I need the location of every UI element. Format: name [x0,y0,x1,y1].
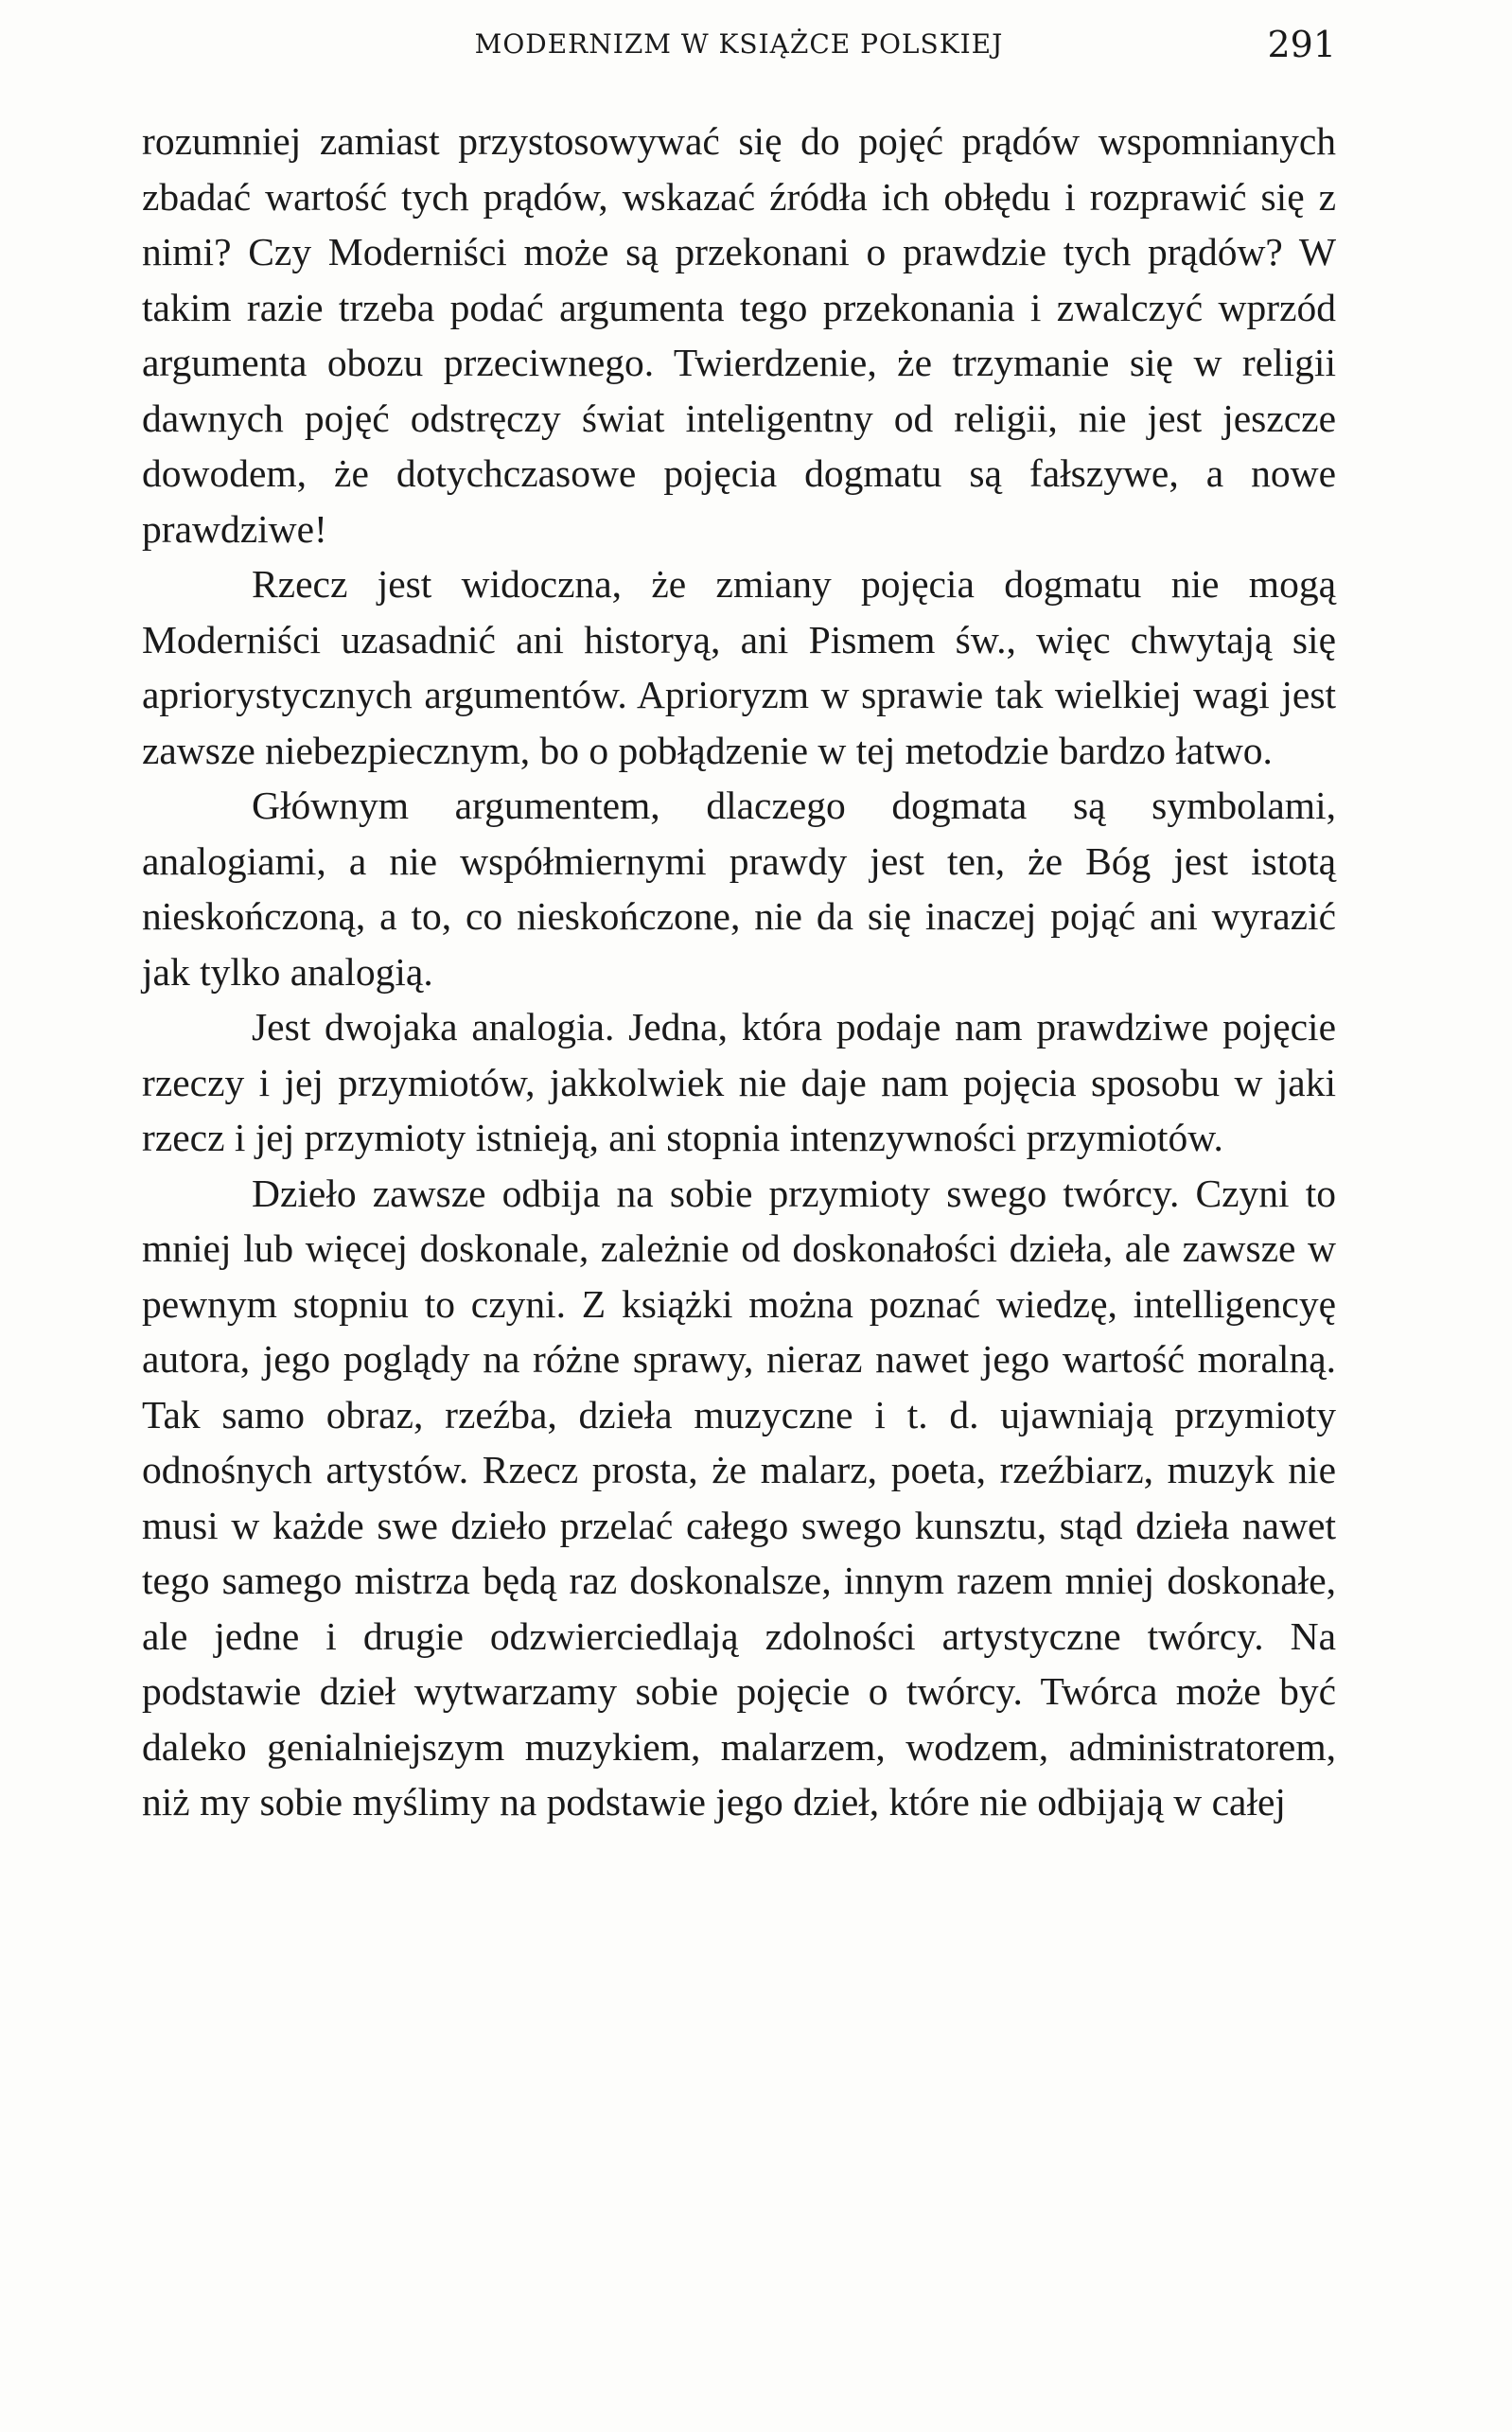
page-number: 291 [1267,24,1336,65]
running-title: MODERNIZM W KSIĄŻCE POLSKIEJ [474,28,1004,60]
paragraph: Rzecz jest widoczna, że zmiany pojęcia dogmatu nie mogą Moderniści uzasadnić ani historyą, ani Pismem św., więc chwytają się apriorystycznych argumentów. Aprioryzm w sprawie tak wielkiej wagi jest zawsze niebezpiecznym, bo o pobłądzenie w tej metodzie bardzo łatwo. [142,562,1336,772]
paragraph: Dzieło zawsze odbija na sobie przymioty swego twórcy. Czyni to mniej lub więcej doskonale, zależnie od doskonałości dzieła, ale zawsze w pewnym stopniu to czyni. Z książki można poznać wiedzę, intelligencyę autora, jego poglądy na różne sprawy, nieraz nawet jego wartość moralną. Tak samo obraz, rzeźba, dzieła muzyczne i t. d. ujawniają przymioty odnośnych artystów. Rzecz prosta, że malarz, poeta, rzeźbiarz, muzyk nie musi w każde swe dzieło przelać całego swego kunsztu, stąd dzieła nawet tego samego mistrza będą raz doskonalsze, innym razem mniej doskonałe, ale jedne i drugie odzwierciedlają zdolności artystyczne twórcy. Na podstawie dzieł wytwarzamy sobie pojęcie o twórcy. Twórca może być daleko genialniejszym muzykiem, malarzem, wodzem, administratorem, niż my sobie myślimy na podstawie jego dzieł, które nie odbijają w całej [142,1171,1336,1824]
page-header [142,21,1336,68]
body-text [142,114,1336,1830]
paragraph: Jest dwojaka analogia. Jedna, która podaje nam prawdziwe pojęcie rzeczy i jej przymiotów, jakkolwiek nie daje nam pojęcia sposobu w jaki rzecz i jej przymioty istnieją, ani stopnia intenzywności przymiotów. [142,1005,1336,1159]
paragraph-continuation: rozumniej zamiast przystosowywać się do pojęć prądów wspomnianych zbadać wartość tych prądów, wskazać źródła ich obłędu i rozprawić się z nimi? Czy Moderniści może są przekonani o prawdzie tych prądów? W takim razie trzeba podać argumenta tego przekonania i zwalczyć wprzód argumenta obozu przeciwnego. Twierdzenie, że trzymanie się w religii dawnych pojęć odstręczy świat inteligentny od religii, nie jest jeszcze dowodem, że dotychczasowe pojęcia dogmatu są fałszywe, a nowe prawdziwe! [142,119,1336,551]
paragraph: Głównym argumentem, dlaczego dogmata są symbolami, analogiami, a nie współmiernymi prawdy jest ten, że Bóg jest istotą nieskończoną, a to, co nieskończone, nie da się inaczej pojąć ani wyrazić jak tylko analogią. [142,784,1336,994]
